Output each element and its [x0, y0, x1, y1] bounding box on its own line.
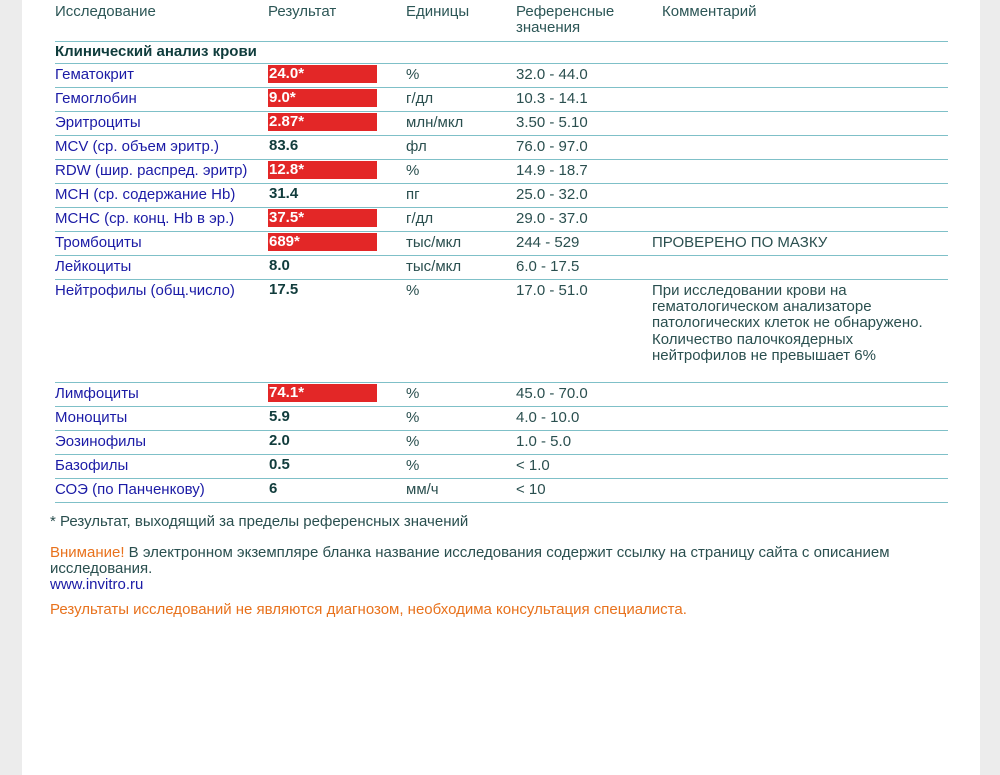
site-link[interactable]: www.invitro.ru [50, 576, 144, 593]
reference-range: 244 - 529 [516, 234, 580, 251]
row-divider [55, 87, 948, 88]
unit: % [406, 433, 420, 450]
result-value: 0.5 [269, 456, 290, 473]
test-name-link[interactable]: MCHC (ср. конц. Hb в эр.) [55, 210, 235, 227]
comment: ПРОВЕРЕНО ПО МАЗКУ [652, 234, 828, 251]
result-value: 17.5 [269, 281, 299, 298]
row-divider [55, 159, 948, 160]
disclaimer: Результаты исследований не являются диагнозом, необходима консультация специалиста. [50, 601, 687, 618]
test-name-link[interactable]: Эритроциты [55, 114, 141, 131]
unit: мм/ч [406, 481, 439, 498]
reference-range: < 10 [516, 481, 546, 498]
unit: пг [406, 186, 420, 203]
reference-range: 1.0 - 5.0 [516, 433, 572, 450]
unit: % [406, 66, 420, 83]
row-divider [55, 231, 948, 232]
result-value: 2.87* [268, 113, 377, 131]
row-divider [55, 111, 948, 112]
test-name-link[interactable]: MCV (ср. объем эритр.) [55, 138, 220, 155]
unit: % [406, 409, 420, 426]
result-value: 83.6 [269, 137, 299, 154]
unit: % [406, 162, 420, 179]
test-name-link[interactable]: Лейкоциты [55, 258, 132, 275]
table-header [22, 4, 950, 40]
result-value: 12.8* [268, 161, 377, 179]
comment: При исследовании крови на гематологическом анализаторе патологических клеток не обнаружено. Количество палочкоядерных нейтрофилов не превышает 6% [652, 282, 923, 364]
reference-range: 17.0 - 51.0 [516, 282, 588, 299]
unit: г/дл [406, 210, 434, 227]
test-name-link[interactable]: Эозинофилы [55, 433, 147, 450]
result-value: 6 [269, 480, 278, 497]
reference-range: 25.0 - 32.0 [516, 186, 588, 203]
row-divider [55, 183, 948, 184]
result-value: 24.0* [268, 65, 377, 83]
test-name-link[interactable]: Моноциты [55, 409, 128, 426]
reference-range: 6.0 - 17.5 [516, 258, 580, 275]
test-name-link[interactable]: Лимфоциты [55, 385, 139, 402]
test-name-link[interactable]: Нейтрофилы (общ.число) [55, 282, 235, 299]
test-name-link[interactable]: СОЭ (по Панченкову) [55, 481, 205, 498]
warning-label: Внимание! [50, 544, 125, 561]
unit: млн/мкл [406, 114, 464, 131]
footnote: * Результат, выходящий за пределы референсных значений [50, 513, 469, 530]
section-title: Клинический анализ крови [55, 41, 948, 64]
test-name-link[interactable]: MCH (ср. содержание Hb) [55, 186, 236, 203]
header-study: Исследование [55, 3, 156, 20]
row-divider [55, 279, 948, 280]
header-reference: Референсные значения [516, 3, 615, 36]
row-divider [55, 135, 948, 136]
row-divider [55, 406, 948, 407]
row-divider [55, 255, 948, 256]
unit: % [406, 457, 420, 474]
result-value: 31.4 [269, 185, 299, 202]
result-value: 9.0* [268, 89, 377, 107]
reference-range: 10.3 - 14.1 [516, 90, 588, 107]
test-name-link[interactable]: RDW (шир. распред. эритр) [55, 162, 248, 179]
reference-range: 14.9 - 18.7 [516, 162, 588, 179]
report-sheet [22, 0, 980, 775]
unit: % [406, 282, 420, 299]
test-name-link[interactable]: Базофилы [55, 457, 129, 474]
result-value: 5.9 [269, 408, 290, 425]
test-name-link[interactable]: Гемоглобин [55, 90, 137, 107]
reference-range: 4.0 - 10.0 [516, 409, 580, 426]
row-divider [55, 382, 948, 383]
reference-range: 76.0 - 97.0 [516, 138, 588, 155]
row-divider [55, 207, 948, 208]
reference-range: 29.0 - 37.0 [516, 210, 588, 227]
reference-range: 45.0 - 70.0 [516, 385, 588, 402]
reference-range: < 1.0 [516, 457, 550, 474]
header-units: Единицы [406, 3, 470, 20]
unit: тыс/мкл [406, 234, 462, 251]
row-divider [55, 430, 948, 431]
unit: фл [406, 138, 427, 155]
unit: тыс/мкл [406, 258, 462, 275]
header-result: Результат [268, 3, 337, 20]
reference-range: 3.50 - 5.10 [516, 114, 588, 131]
reference-range: 32.0 - 44.0 [516, 66, 588, 83]
row-divider [55, 63, 948, 64]
row-divider [55, 454, 948, 455]
warning-text: В электронном экземпляре бланка название исследования содержит ссылку на страницу сайта с описанием исследования. [50, 544, 890, 577]
result-value: 8.0 [269, 257, 290, 274]
result-value: 37.5* [268, 209, 377, 227]
test-name-link[interactable]: Гематокрит [55, 66, 134, 83]
unit: % [406, 385, 420, 402]
result-value: 2.0 [269, 432, 290, 449]
unit: г/дл [406, 90, 434, 107]
warning-block [50, 545, 955, 593]
row-divider [55, 478, 948, 479]
result-value: 74.1* [268, 384, 377, 402]
test-name-link[interactable]: Тромбоциты [55, 234, 142, 251]
header-comment: Комментарий [662, 3, 757, 20]
row-divider [55, 502, 948, 503]
result-value: 689* [268, 233, 377, 251]
